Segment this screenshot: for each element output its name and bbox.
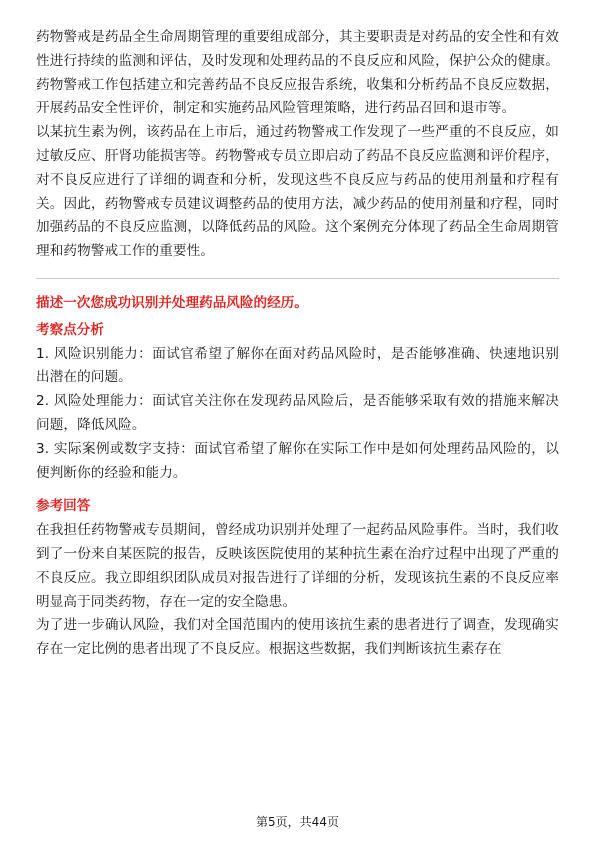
page-number: 第5页，共44页 [256, 815, 339, 829]
answer-paragraph-2: 为了进一步确认风险，我们对全国范围内的使用该抗生素的患者进行了调查，发现确实存在一定比例的患者出现了不良反应。根据这些数据，我们判断该抗生素存在 [36, 617, 559, 658]
analysis-heading: 考察点分析 [36, 321, 104, 338]
analysis-item-2: 2. 风险处理能力：面试官关注你在发现药品风险后，是否能够采取有效的措施来解决问题，降低风险。 [36, 393, 559, 433]
analysis-item-1: 1. 风险识别能力：面试官希望了解你在面对药品风险时，是否能够准确、快速地识别出潜在的问题。 [36, 345, 559, 386]
answer-heading: 参考回答 [36, 498, 91, 515]
interview-question: 描述一次您成功识别并处理药品风险的经历。 [36, 294, 308, 311]
intro-paragraph-1: 药物警戒是药品全生命周期管理的重要组成部分，其主要职责是对药品的安全性和有效性进行持续的监测和评估，及时发现和处理药品的不良反应和风险，保护公众的健康。药物警戒工作包括建立和完善药品不良反应报告系统，收集和分析药品不良反应数据，开展药品安全性评价，制定和实施药品风险管理策略，进行药品召回和退市等。 [36, 29, 559, 117]
section-divider [36, 278, 559, 279]
answer-paragraph-1: 在我担任药物警戒专员期间，曾经成功识别并处理了一起药品风险事件。当时，我们收到了一份来自某医院的报告，反映该医院使用的某种抗生素在治疗过程中出现了严重的不良反应。我立即组织团队成员对报告进行了详细的分析，发现该抗生素的不良反应率明显高于同类药物，存在一定的安全隐患。 [36, 522, 559, 610]
intro-paragraph-2: 以某抗生素为例，该药品在上市后，通过药物警戒工作发现了一些严重的不良反应，如过敏反应、肝肾功能损害等。药物警戒专员立即启动了药品不良反应监测和评价程序，对不良反应进行了详细的调查和分析，发现这些不良反应与药品的使用剂量和疗程有关。因此，药物警戒专员建议调整药品的使用方法，减少药品的使用剂量和疗程，同时加强药品的不良反应监测，以降低药品的风险。这个案例充分体现了药品全生命周期管理和药物警戒工作的重要性。 [36, 124, 559, 260]
analysis-item-3: 3. 实际案例或数字支持：面试官希望了解你在实际工作中是如何处理药品风险的，以便判断你的经验和能力。 [36, 440, 559, 481]
document-body [36, 26, 559, 662]
